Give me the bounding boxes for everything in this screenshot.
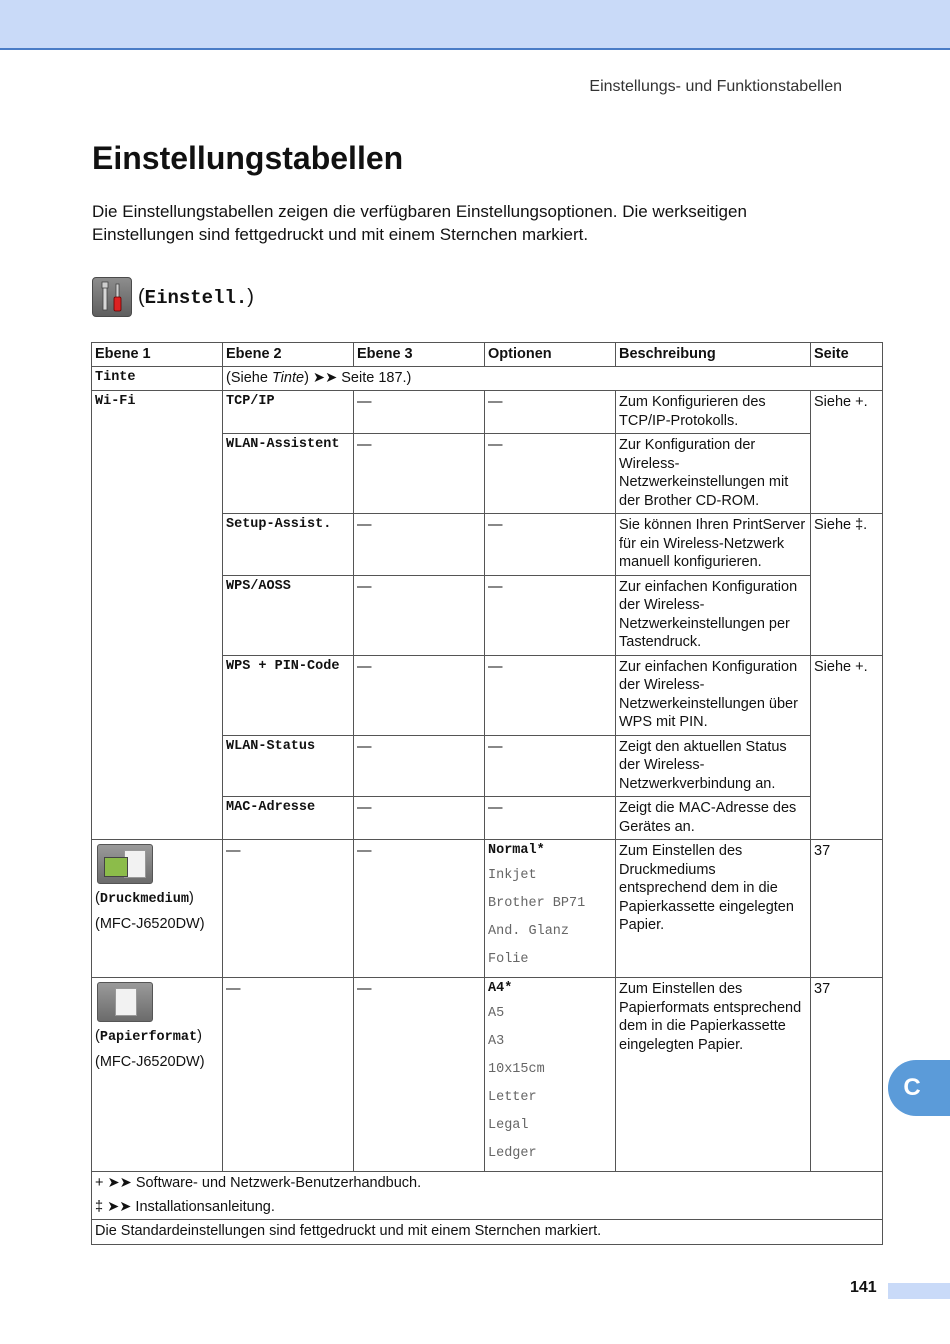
intro-paragraph: Die Einstellungstabellen zeigen die verfügbaren Einstellungsoptionen. Die werkseitigen Einstellungen sind fettgedruckt und mit einem Sternchen markiert.: [92, 202, 747, 244]
model-label: (MFC-J6520DW): [95, 1054, 205, 1070]
page-title: Einstellungstabellen: [92, 140, 404, 176]
description-cell: Zur Konfiguration der Wireless-Netzwerkeinstellungen mit der Brother CD-ROM.: [616, 434, 811, 514]
level3-cell: —: [354, 978, 485, 1172]
options-cell: —: [485, 735, 616, 797]
option: 10x15cm: [488, 1062, 545, 1077]
option: Legal: [488, 1118, 529, 1133]
level3-cell: —: [354, 840, 485, 978]
description-cell: Zum Einstellen des Druckmediums entsprechend dem in die Papierkassette eingelegten Papier.: [616, 840, 811, 978]
page-cell: Siehe ‡.: [811, 514, 883, 656]
option: And. Glanz: [488, 924, 570, 939]
option-default: Normal*: [488, 843, 545, 858]
table-row: [92, 391, 883, 434]
col-header: Seite: [811, 343, 883, 367]
option: Letter: [488, 1090, 537, 1105]
running-head: Einstellungs- und Funktionstabellen: [589, 78, 842, 95]
model-label: (MFC-J6520DW): [95, 916, 205, 932]
description-cell: Zeigt die MAC-Adresse des Gerätes an.: [616, 797, 811, 840]
option: A5: [488, 1006, 505, 1021]
section-heading: [92, 277, 254, 317]
option: Brother BP71: [488, 896, 586, 911]
description-cell: Zur einfachen Konfiguration der Wireless-Netzwerkeinstellungen per Tastendruck.: [616, 575, 811, 655]
print-media-icon: [97, 844, 153, 884]
level2-cell: TCP/IP: [223, 391, 354, 434]
level2-cell: WLAN-Status: [223, 735, 354, 797]
level3-cell: —: [354, 655, 485, 735]
footnote-defaults: Die Standardeinstellungen sind fettgedruckt und mit einem Sternchen markiert.: [92, 1220, 883, 1245]
paper-size-icon: [97, 982, 153, 1022]
papierformat-label: (Papierformat): [95, 1028, 202, 1045]
level1-cell: Wi-Fi: [92, 391, 223, 840]
description-cell: Zum Konfigurieren des TCP/IP-Protokolls.: [616, 391, 811, 434]
table-row: [92, 840, 883, 978]
page-cell: Siehe +.: [811, 655, 883, 840]
level2-cell: Setup-Assist.: [223, 514, 354, 576]
tinte-reference: (Siehe Tinte) ➤➤ Seite 187.): [223, 366, 883, 391]
page-cell: 37: [811, 978, 883, 1172]
level3-cell: —: [354, 797, 485, 840]
level2-cell: WPS + PIN-Code: [223, 655, 354, 735]
level3-cell: —: [354, 434, 485, 514]
level2-cell: WLAN-Assistent: [223, 434, 354, 514]
section-label: (Einstell.): [138, 285, 254, 309]
footnote-row: [92, 1172, 883, 1196]
footnote-plus: + ➤➤ Software- und Netzwerk-Benutzerhandbuch.: [92, 1172, 883, 1196]
level1-cell: [92, 840, 223, 978]
page-cell: 37: [811, 840, 883, 978]
level2-cell: MAC-Adresse: [223, 797, 354, 840]
level3-cell: —: [354, 735, 485, 797]
settings-table: [91, 342, 883, 1245]
options-cell: —: [485, 655, 616, 735]
page-cell: Siehe +.: [811, 391, 883, 514]
option: Ledger: [488, 1146, 537, 1161]
footnote-row: [92, 1196, 883, 1220]
table-row: [92, 366, 883, 391]
footnote-dagger: ‡ ➤➤ Installationsanleitung.: [92, 1196, 883, 1220]
options-cell: —: [485, 575, 616, 655]
table-header-row: [92, 343, 883, 367]
photo-icon: [104, 857, 128, 877]
table-row: [92, 978, 883, 1172]
level3-cell: —: [354, 575, 485, 655]
druckmedium-label: (Druckmedium): [95, 890, 194, 907]
level2-cell: —: [223, 840, 354, 978]
footnote-row: [92, 1220, 883, 1245]
col-header: Ebene 2: [223, 343, 354, 367]
col-header: Ebene 3: [354, 343, 485, 367]
option: A3: [488, 1034, 505, 1049]
option: Inkjet: [488, 868, 537, 883]
options-cell: —: [485, 391, 616, 434]
level3-cell: —: [354, 391, 485, 434]
option-default: A4*: [488, 981, 513, 996]
paper-sheet-icon: [115, 988, 137, 1016]
page-number-bar: [888, 1283, 950, 1299]
options-cell: [485, 978, 616, 1172]
options-cell: [485, 840, 616, 978]
description-cell: Zum Einstellen des Papierformats entsprechend dem in die Papierkassette eingelegten Papier.: [616, 978, 811, 1172]
page-number: 141: [850, 1279, 877, 1296]
option: Folie: [488, 952, 529, 967]
col-header: Ebene 1: [92, 343, 223, 367]
options-cell: —: [485, 434, 616, 514]
options-cell: —: [485, 514, 616, 576]
appendix-tab: C: [888, 1060, 950, 1116]
level2-cell: WPS/AOSS: [223, 575, 354, 655]
level2-cell: —: [223, 978, 354, 1172]
level1-cell: Tinte: [92, 366, 223, 391]
description-cell: Sie können Ihren PrintServer für ein Wireless-Netzwerk manuell konfigurieren.: [616, 514, 811, 576]
level3-cell: —: [354, 514, 485, 576]
level1-cell: [92, 978, 223, 1172]
col-header: Optionen: [485, 343, 616, 367]
options-cell: —: [485, 797, 616, 840]
col-header: Beschreibung: [616, 343, 811, 367]
tools-icon: [92, 277, 132, 317]
description-cell: Zeigt den aktuellen Status der Wireless-Netzwerkverbindung an.: [616, 735, 811, 797]
top-band: [0, 0, 950, 50]
description-cell: Zur einfachen Konfiguration der Wireless-Netzwerkeinstellungen über WPS mit PIN.: [616, 655, 811, 735]
